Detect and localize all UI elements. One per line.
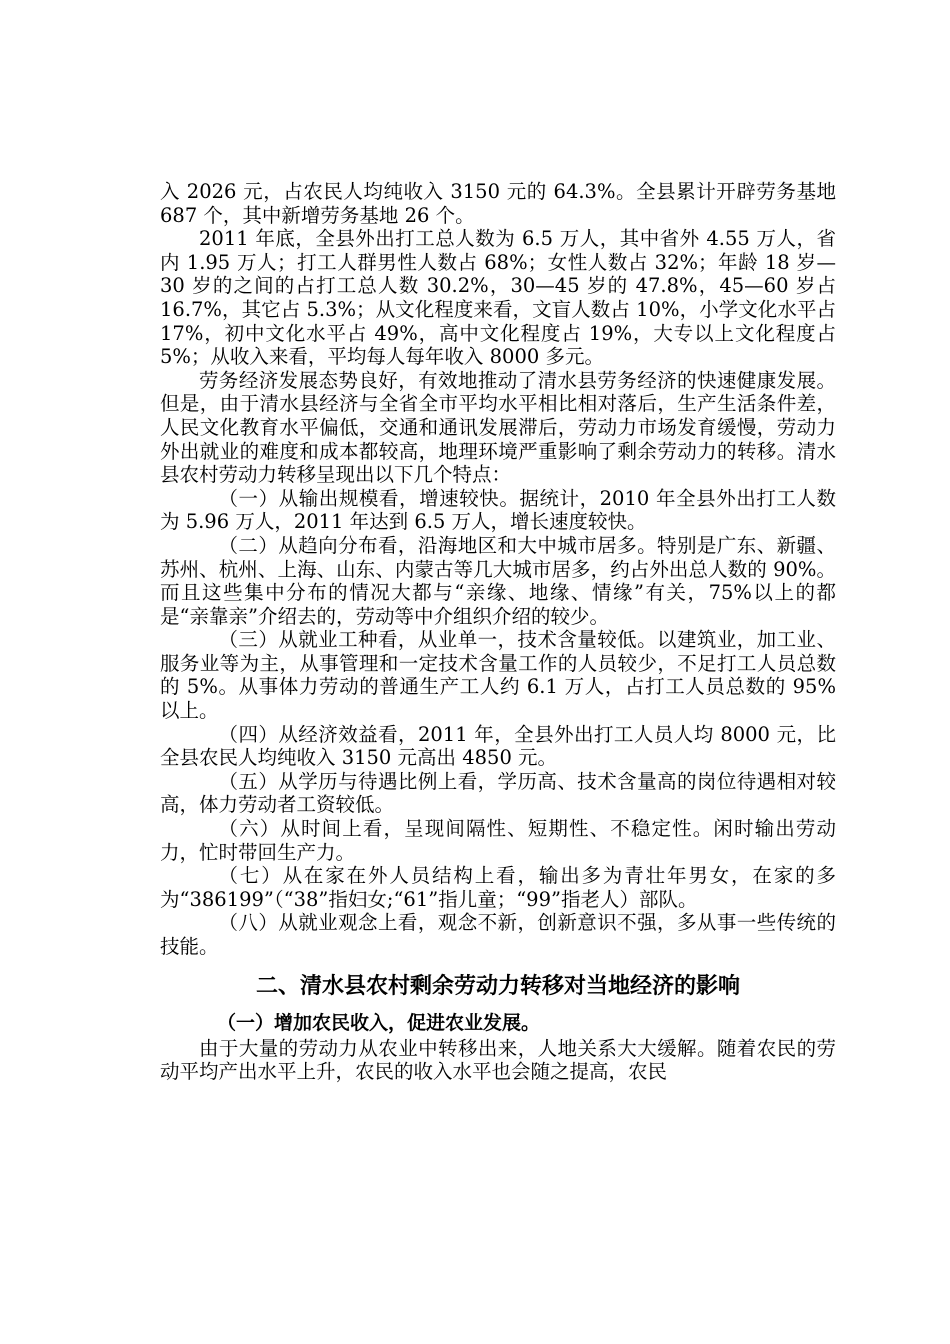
paragraph-labor-economy-overview: 劳务经济发展态势良好，有效地推动了清水县劳务经济的快速健康发展。但是，由于清水县经济与全省全市平均水平相比相对落后，生产生活条件差，人民文化教育水平偏低，交通和通讯发展滞后，劳动力市场发育缓慢，劳动力外出就业的难度和成本都较高，地理环境严重影响了剩余劳动力的转移。清水县农村劳动力转移呈现出以下几个特点： [160,368,836,487]
feature-item-7: （七）从在家在外人员结构上看，输出多为青壮年男女，在家的多为“386199”（“38”指妇女;“61”指儿童；“99”指老人）部队。 [160,864,836,911]
paragraph-continued-income: 入 2026 元，占农民人均纯收入 3150 元的 64.3%。全县累计开辟劳务基地 687 个，其中新增劳务基地 26 个。 [160,180,836,227]
feature-item-1: （一）从输出规模看，增速较快。据统计，2010 年全县外出打工人数为 5.96 万人，2011 年达到 6.5 万人，增长速度较快。 [160,486,836,534]
section-heading: 二、清水县农村剩余劳动力转移对当地经济的影响 [255,973,740,999]
feature-item-6: （六）从时间上看，呈现间隔性、短期性、不稳定性。闲时输出劳动力，忙时带回生产力。 [160,817,836,864]
paragraph-closing: 由于大量的劳动力从农业中转移出来，人地关系大大缓解。随着农民的劳动平均产出水平上升，农民的收入水平也会随之提高，农民 [160,1036,836,1084]
feature-item-5: （五）从学历与待遇比例上看，学历高、技术含量高的岗位待遇相对较高，体力劳动者工资较低。 [160,769,836,817]
feature-item-3: （三）从就业工种看，从业单一，技术含量较低。以建筑业，加工业、服务业等为主，从事管理和一定技术含量工作的人员较少，不足打工人员总数的 5%。从事体力劳动的普通生产工人约 6.1 万人，占打工人员总数的 95%以上。 [160,628,836,723]
document-page [160,180,836,1084]
feature-item-8: （八）从就业观念上看，观念不新，创新意识不强，多从事一些传统的技能。 [160,911,836,958]
feature-item-4: （四）从经济效益看，2011 年，全县外出打工人员人均 8000 元，比全县农民人均纯收入 3150 元高出 4850 元。 [160,722,836,770]
feature-item-2: （二）从趋向分布看，沿海地区和大中城市居多。特别是广东、新疆、苏州、杭州、上海、山东、内蒙古等几大城市居多，约占外出总人数的 90%。而且这些集中分布的情况大都与“亲缘、地缘、情缘”有关，75%以上的都是“亲靠亲”介绍去的，劳动等中介组织介绍的较少。 [160,533,836,628]
subsection-heading: （一）增加农民收入，促进农业发展。 [217,1011,541,1034]
paragraph-2011-statistics: 2011 年底，全县外出打工总人数为 6.5 万人，其中省外 4.55 万人，省内 1.95 万人；打工人群男性人数占 68%；女性人数占 32%；年龄 18 岁—30 岁的之间的占打工总人数 30.2%，30—45 岁的 47.8%，45—60 岁占 16.7%，其它占 5.3%；从文化程度来看，文盲人数占 10%，小学文化水平占 17%，初中文化水平占 49%，高中文化程度占 19%，大专以上文化程度占 5%；从收入来看，平均每人每年收入 8000 多元。 [160,227,836,369]
